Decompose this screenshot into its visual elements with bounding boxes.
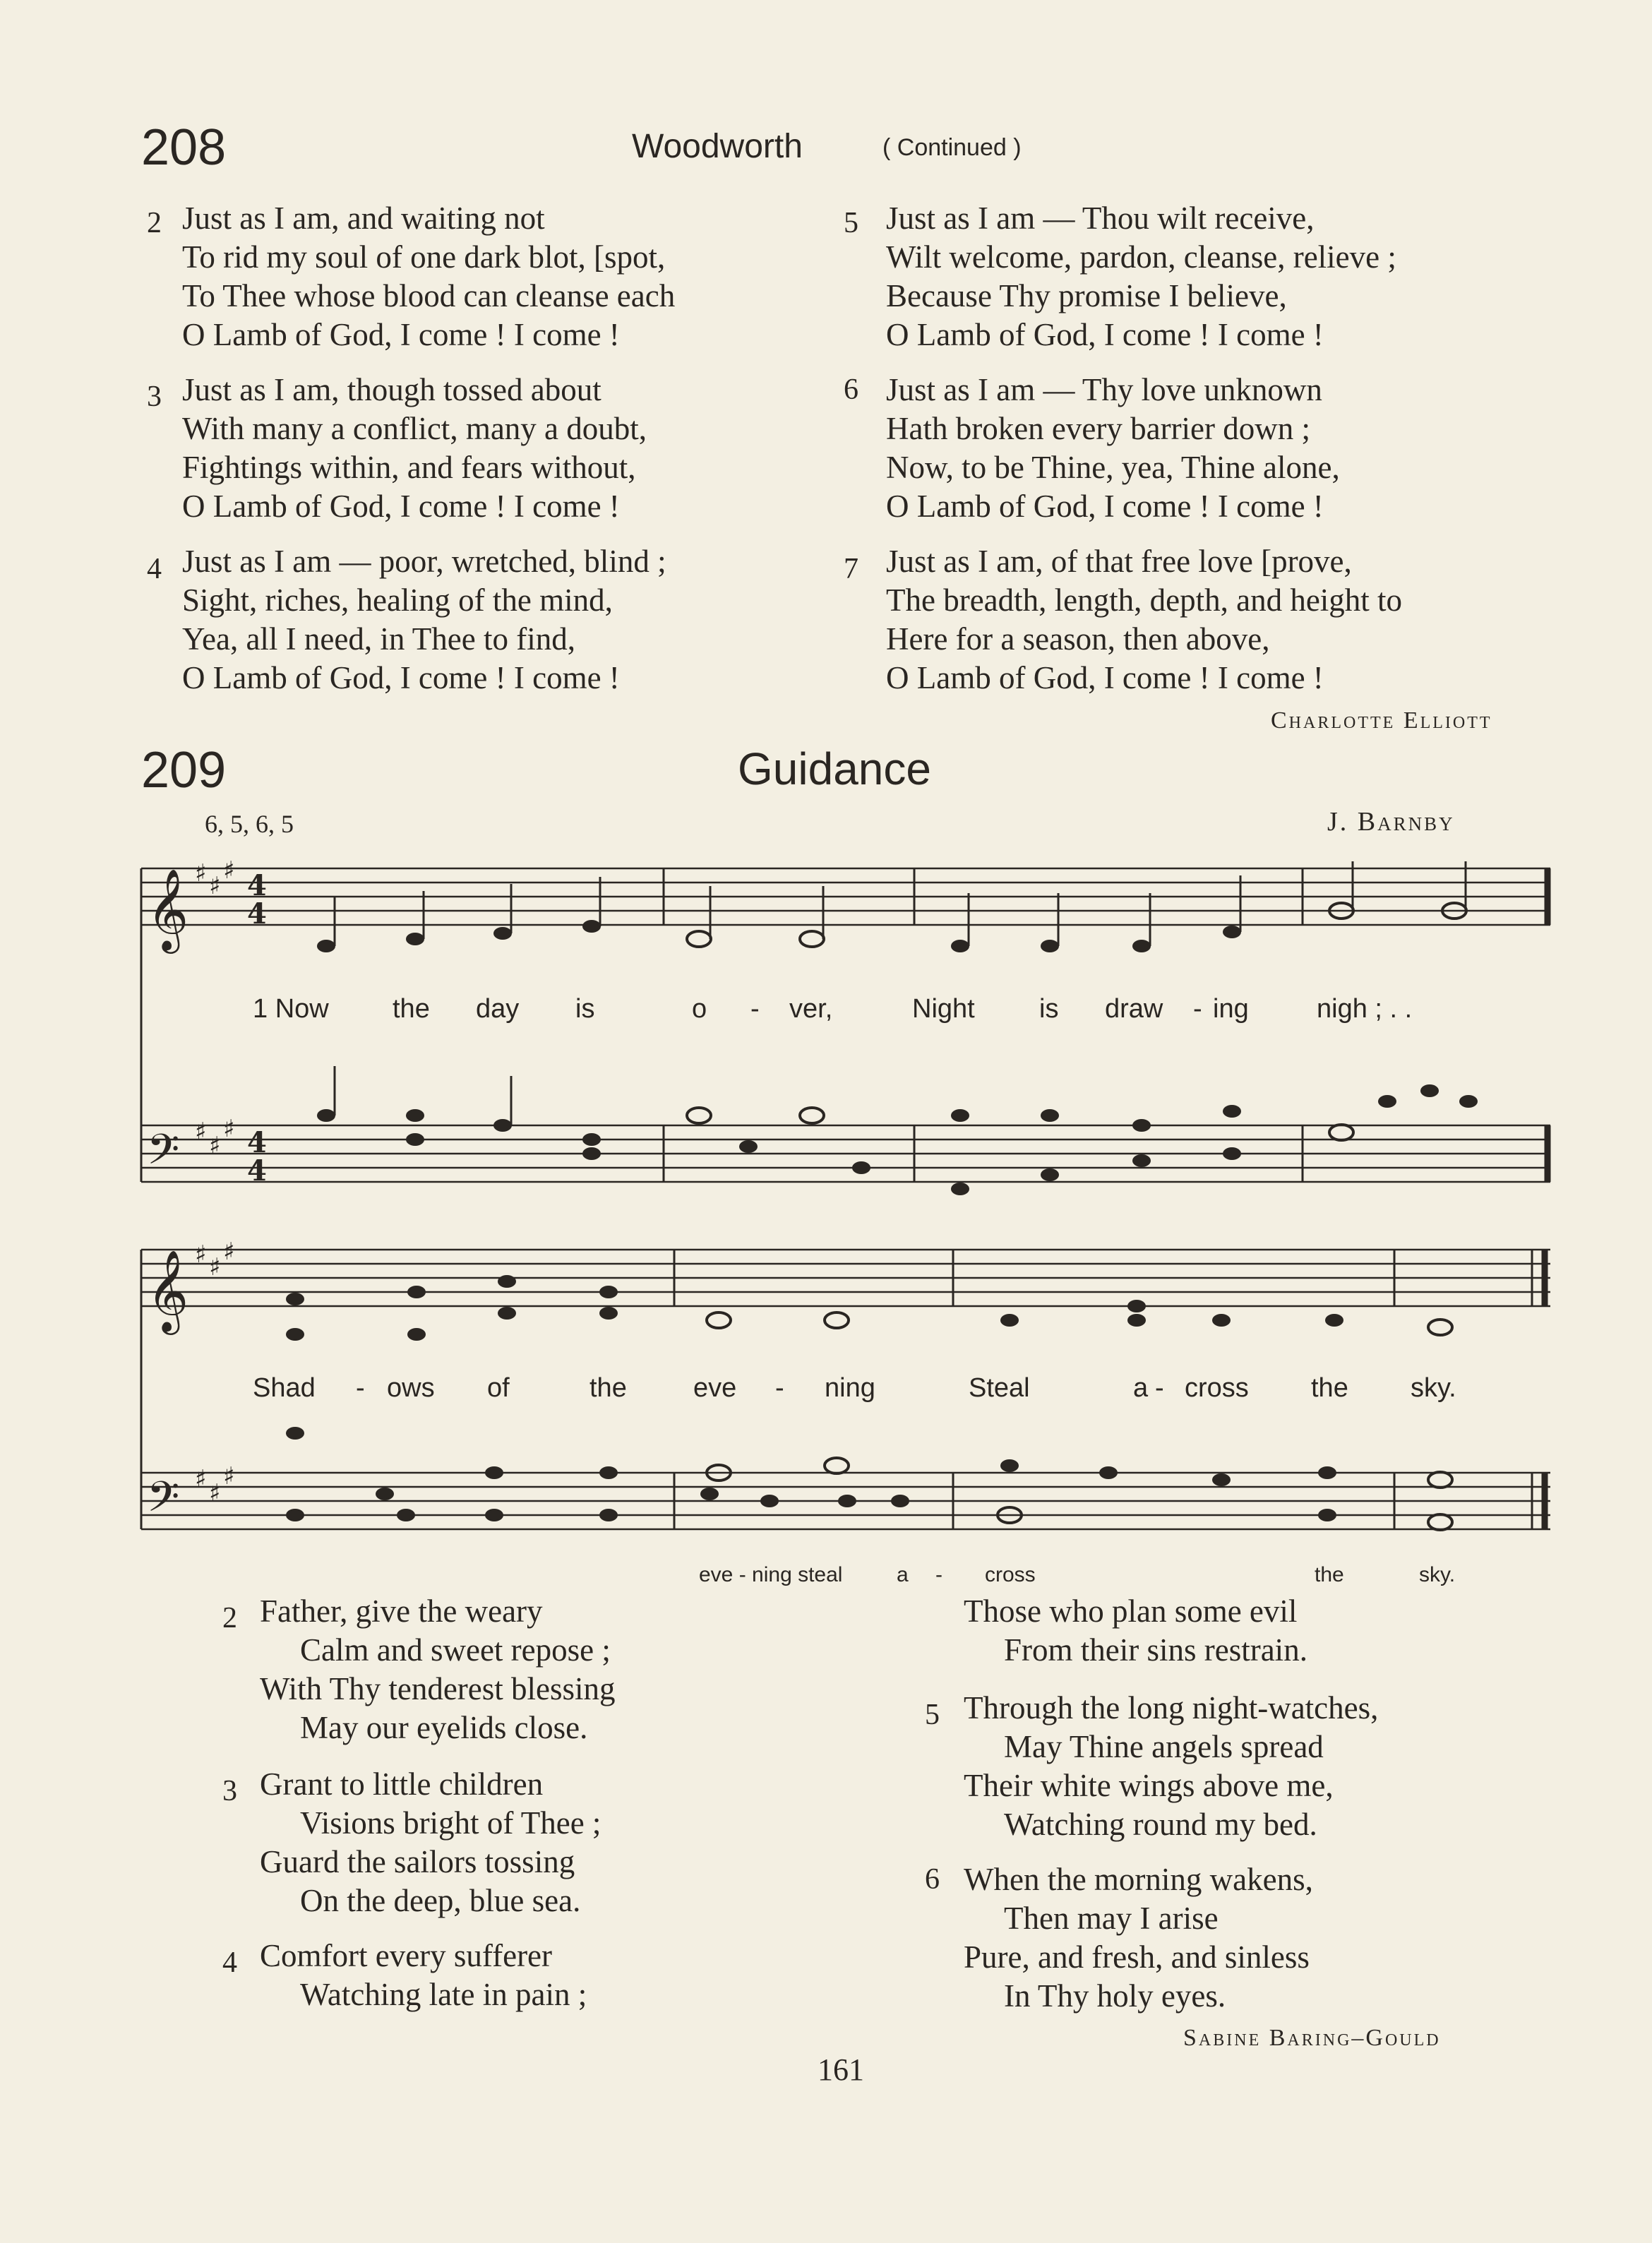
bass-lyric: the	[1315, 1563, 1344, 1586]
lyric-syllable: -	[750, 994, 760, 1024]
svg-text:𝄢: 𝄢	[147, 1125, 180, 1184]
lyric-syllable: Shad	[253, 1373, 316, 1403]
verse-line: Then may I arise	[1004, 1901, 1219, 1936]
verse-line: Watching late in pain ;	[300, 1977, 587, 2012]
verse-line: Just as I am, and waiting not	[182, 201, 545, 236]
verse-line: Yea, all I need, in Thee to find,	[182, 621, 575, 657]
verse-line: Their white wings above me,	[964, 1768, 1334, 1803]
verse-line: O Lamb of God, I come ! I come !	[182, 660, 620, 695]
lyric-syllable: is	[575, 994, 595, 1024]
lyric-syllable: the	[393, 994, 430, 1024]
meter: 6, 5, 6, 5	[205, 810, 294, 838]
verse-line: O Lamb of God, I come ! I come !	[886, 317, 1324, 352]
stanza-number: 6	[925, 1863, 940, 1896]
composer: J. Barnby	[1327, 807, 1455, 837]
verse-line: Guard the sailors tossing	[260, 1844, 575, 1879]
lyric-syllable: -	[356, 1373, 365, 1403]
lyric-syllable: the	[1311, 1373, 1348, 1403]
hymn-208-number: 208	[141, 119, 227, 176]
svg-text:♯: ♯	[223, 1238, 235, 1266]
verse-line: Those who plan some evil	[964, 1593, 1298, 1629]
svg-text:♯: ♯	[209, 1132, 221, 1160]
lyric-syllable: cross	[1185, 1373, 1249, 1403]
stanza-number: 7	[844, 553, 858, 585]
verse-line: Here for a season, then above,	[886, 621, 1270, 657]
bass-lyric: cross	[985, 1563, 1036, 1586]
verse-line: Just as I am — poor, wretched, blind ;	[182, 544, 666, 579]
hymn-208-tune: Woodworth	[632, 128, 803, 165]
stanza-number: 2	[147, 207, 162, 239]
verse-line: On the deep, blue sea.	[300, 1883, 581, 1918]
verse-line: Hath broken every barrier down ;	[886, 411, 1311, 446]
system-2-treble-staff	[141, 1250, 1550, 1306]
verse-line: With many a conflict, many a doubt,	[182, 411, 647, 446]
verse-line: To rid my soul of one dark blot, [spot,	[182, 239, 666, 275]
stanza-number: 6	[844, 373, 858, 406]
verse-line: Father, give the weary	[260, 1593, 543, 1629]
lyric-syllable: -	[775, 1373, 784, 1403]
lyric-syllable: -	[1193, 994, 1202, 1024]
lyric-syllable: -	[1155, 1373, 1164, 1403]
svg-text:4: 4	[247, 1154, 267, 1188]
svg-text:4: 4	[247, 1126, 267, 1159]
verse-line: In Thy holy eyes.	[1004, 1978, 1226, 2014]
lyric-syllable: ing	[1213, 994, 1249, 1024]
verse-line: Wilt welcome, pardon, cleanse, relieve ;	[886, 239, 1396, 275]
lyric-syllable: the	[589, 1373, 627, 1403]
lyric-syllable: day	[476, 994, 520, 1024]
svg-text:♯: ♯	[223, 856, 235, 885]
verse-line: May Thine angels spread	[1004, 1729, 1324, 1764]
system-1-treble-staff	[141, 868, 1550, 925]
svg-text:♯: ♯	[195, 859, 207, 887]
verse-line: The breadth, length, depth, and height to	[886, 582, 1403, 618]
bass-lyric: a	[897, 1563, 909, 1586]
lyric-syllable: is	[1039, 994, 1059, 1024]
svg-text:♯: ♯	[195, 1240, 207, 1269]
svg-text:♯: ♯	[209, 1479, 221, 1507]
svg-text:4: 4	[247, 869, 267, 902]
system-1-bass-staff	[141, 1125, 1550, 1182]
lyric-syllable: 1 Now	[253, 994, 329, 1024]
verse-line: O Lamb of God, I come ! I come !	[886, 660, 1324, 695]
svg-text:♯: ♯	[223, 1115, 235, 1143]
verse-line: Watching round my bed.	[1004, 1807, 1317, 1842]
verse-line: Just as I am — Thy love unknown	[886, 372, 1322, 407]
stanza-number: 3	[222, 1775, 237, 1807]
verse-line: To Thee whose blood can cleanse each	[182, 278, 676, 313]
bass-lyric: sky.	[1419, 1563, 1456, 1586]
svg-text:♯: ♯	[195, 1465, 207, 1493]
svg-text:𝄞: 𝄞	[147, 868, 189, 950]
lyric-syllable: Night	[912, 994, 975, 1024]
bass-lyric: -	[935, 1563, 942, 1586]
lyric-syllable: ows	[387, 1373, 435, 1403]
page-number: 161	[818, 2052, 864, 2087]
lyric-syllable: o	[692, 994, 707, 1024]
svg-text:♯: ♯	[223, 1462, 235, 1490]
lyric-syllable: ver,	[789, 994, 833, 1024]
stanza-number: 5	[844, 207, 858, 239]
lyric-syllable: sky.	[1411, 1373, 1456, 1403]
lyric-syllable: eve	[693, 1373, 737, 1403]
verse-line: Pure, and fresh, and sinless	[964, 1939, 1310, 1975]
continued-label: ( Continued )	[882, 134, 1022, 161]
lyric-syllable: nigh ; . .	[1317, 994, 1413, 1024]
verse-line: Comfort every sufferer	[260, 1938, 553, 1973]
hymn-209-author: Sabine Baring–Gould	[1183, 2025, 1441, 2051]
verse-line: From their sins restrain.	[1004, 1632, 1307, 1668]
lyric-syllable: draw	[1105, 994, 1163, 1024]
verse-line: With Thy tenderest blessing	[260, 1671, 616, 1706]
lyric-syllable: a	[1133, 1373, 1149, 1403]
verse-line: O Lamb of God, I come ! I come !	[182, 317, 620, 352]
svg-text:4: 4	[247, 897, 267, 931]
verse-line: Just as I am, though tossed about	[182, 372, 601, 407]
bass-lyric: eve - ning steal	[699, 1563, 843, 1586]
verse-line: Visions bright of Thee ;	[300, 1805, 601, 1841]
stanza-number: 4	[147, 553, 162, 585]
lyric-syllable: ning	[825, 1373, 875, 1403]
verse-line: Grant to little children	[260, 1766, 544, 1802]
verse-line: Calm and sweet repose ;	[300, 1632, 611, 1668]
verse-line: May our eyelids close.	[300, 1710, 588, 1745]
stanza-number: 2	[222, 1602, 237, 1634]
verse-line: Now, to be Thine, yea, Thine alone,	[886, 450, 1340, 485]
verse-line: Through the long night-watches,	[964, 1690, 1379, 1725]
hymn-209-tune: Guidance	[738, 743, 931, 794]
svg-text:♯: ♯	[209, 872, 221, 900]
verse-line: Fightings within, and fears without,	[182, 450, 636, 485]
system-1-treble-notes	[317, 861, 1466, 952]
verse-line: Because Thy promise I believe,	[886, 278, 1287, 313]
system-2-treble-notes	[286, 1275, 1452, 1341]
svg-text:♯: ♯	[195, 1118, 207, 1146]
verse-line: When the morning wakens,	[964, 1862, 1313, 1897]
verse-line: Sight, riches, healing of the mind,	[182, 582, 613, 618]
svg-text:𝄢: 𝄢	[147, 1472, 180, 1531]
svg-text:𝄞: 𝄞	[147, 1249, 189, 1332]
verse-line: Just as I am, of that free love [prove,	[886, 544, 1352, 579]
verse-line: Just as I am — Thou wilt receive,	[886, 201, 1315, 236]
verse-line: O Lamb of God, I come ! I come !	[182, 489, 620, 524]
verse-line: O Lamb of God, I come ! I come !	[886, 489, 1324, 524]
svg-text:♯: ♯	[209, 1253, 221, 1281]
hymn-208-author: Charlotte Elliott	[1271, 707, 1492, 734]
lyric-syllable: Steal	[969, 1373, 1030, 1403]
hymn-209-number: 209	[141, 742, 227, 798]
lyric-syllable: of	[487, 1373, 510, 1403]
stanza-number: 5	[925, 1699, 940, 1731]
stanza-number: 3	[147, 381, 162, 413]
stanza-number: 4	[222, 1946, 237, 1979]
